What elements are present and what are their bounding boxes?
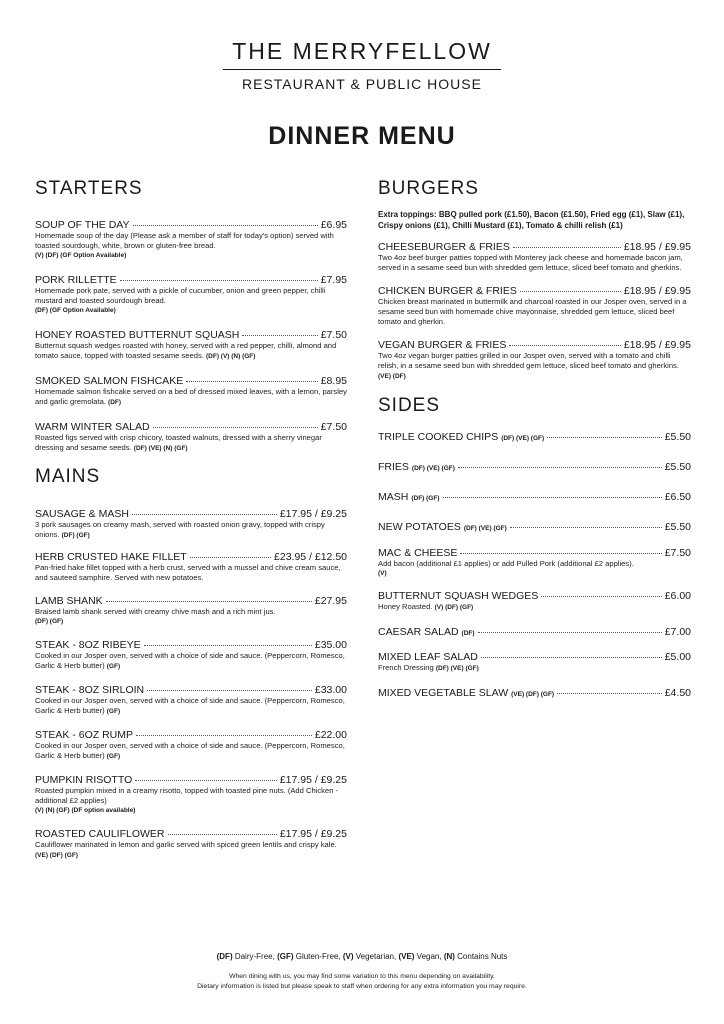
item-price: £7.50: [664, 547, 691, 559]
burgers-list: [378, 241, 691, 382]
menu-item-row: [35, 774, 347, 786]
menu-item: [378, 521, 691, 535]
item-dietary-tags: (V) (DF) (GF Option Available): [35, 252, 127, 259]
item-dietary-tags: (DF) (VE) (N) (GF): [133, 445, 188, 452]
item-price: £7.50: [320, 421, 347, 433]
item-name: FRIES: [378, 461, 409, 473]
dot-leader: [168, 834, 277, 835]
brand-header: [0, 38, 724, 92]
menu-item-row: [378, 687, 691, 701]
item-name: MIXED VEGETABLE SLAW: [378, 687, 509, 699]
dot-leader: [144, 645, 312, 646]
item-dietary-tags: (DF) (V) (N) (GF): [205, 353, 256, 360]
item-dietary-tags: (DF) (VE) (GF): [463, 525, 507, 532]
item-price: £7.00: [664, 626, 691, 638]
menu-item-row: [35, 508, 347, 520]
item-dietary-tags: (GF): [106, 753, 121, 760]
menu-item-row: [378, 491, 691, 505]
dot-leader: [541, 596, 661, 597]
menu-item-row: [378, 651, 691, 663]
item-name: WARM WINTER SALAD: [35, 421, 150, 433]
menu-item: [35, 421, 347, 454]
menu-item: [35, 828, 347, 861]
item-description: [378, 253, 691, 273]
legend-code: (GF): [277, 952, 294, 961]
menu-item: [35, 508, 347, 541]
menu-item-row: [378, 590, 691, 602]
item-price: £33.00: [314, 684, 347, 696]
menu-title: DINNER MENU: [268, 122, 456, 150]
item-name: STEAK - 8OZ RIBEYE: [35, 639, 141, 651]
item-description: [378, 351, 691, 382]
menu-item: [35, 774, 347, 816]
dot-leader: [458, 467, 662, 468]
dot-leader: [133, 225, 318, 226]
menu-item: [35, 729, 347, 762]
item-name: CHEESEBURGER & FRIES: [378, 241, 510, 253]
item-description-text: Two 4oz beef burger patties topped with Monterey jack cheese and homemade bacon jam, served in a sesame seed bun with shredded gem lettuce, sliced beef tomato and gherkins.: [378, 253, 683, 272]
item-price: £5.50: [664, 521, 691, 533]
item-dietary-tags: (GF): [106, 663, 121, 670]
menu-item: [35, 551, 347, 583]
menu-item: [378, 241, 691, 273]
menu-item: [378, 285, 691, 327]
item-name: TRIPLE COOKED CHIPS: [378, 431, 499, 443]
dot-leader: [478, 632, 662, 633]
item-description: [35, 231, 347, 251]
menu-item-row: [378, 461, 691, 475]
right-column: [378, 178, 691, 701]
dot-leader: [190, 557, 271, 558]
mains-list: [35, 508, 347, 861]
menu-item-row: [35, 828, 347, 840]
item-description: [35, 607, 347, 617]
item-price: £6.50: [664, 491, 691, 503]
menu-item-row: [35, 639, 347, 651]
item-name: BUTTERNUT SQUASH WEDGES: [378, 590, 539, 602]
menu-item-row: [378, 241, 691, 253]
item-dietary-tags: (DF) (VE) (GF): [411, 465, 455, 472]
left-column: [35, 178, 347, 861]
item-name: VEGAN BURGER & FRIES: [378, 339, 507, 351]
item-dietary-tags: (DF): [461, 630, 475, 637]
dot-leader: [443, 497, 662, 498]
item-description: [35, 433, 347, 454]
dot-leader: [186, 381, 318, 382]
dot-leader: [106, 601, 312, 602]
menu-item: [378, 491, 691, 505]
legend-code: (N): [443, 952, 455, 961]
menu-item-row: [35, 595, 347, 607]
item-price: £5.50: [664, 461, 691, 473]
item-description: [35, 786, 347, 806]
item-price: £22.00: [314, 729, 347, 741]
item-description: [35, 286, 347, 306]
legend-code: (VE): [398, 952, 415, 961]
item-dietary-tags: (VE) (DF) (GF): [35, 852, 78, 859]
legend-label: Gluten-Free,: [293, 952, 343, 961]
menu-item-row: [378, 521, 691, 535]
menu-item: [35, 639, 347, 672]
sides-list: [378, 431, 691, 701]
item-name: STEAK - 6OZ RUMP: [35, 729, 134, 741]
item-description-text: Braised lamb shank served with creamy chive mash and a rich mint jus.: [35, 607, 276, 616]
item-description: [378, 559, 691, 569]
item-description-text: Roasted pumpkin mixed in a creamy risotto, topped with toasted pine nuts. (Add Chicken - additional £2 applies): [35, 786, 339, 805]
item-name: MASH: [378, 491, 409, 503]
item-dietary-tags: (VE) (DF): [378, 373, 406, 380]
item-price: £17.95 / £9.25: [279, 508, 347, 520]
item-price: £5.00: [664, 651, 691, 663]
dot-leader: [509, 345, 620, 346]
menu-item: [378, 687, 691, 701]
dot-leader: [557, 693, 662, 694]
item-description-text: French Dressing: [378, 663, 434, 672]
item-description-text: Homemade soup of the day (Please ask a member of staff for today's option) served with toasted sourdough, white, brown or gluten-free bread.: [35, 231, 334, 250]
section-heading-starters: STARTERS: [35, 178, 143, 199]
item-description-text: Honey Roasted.: [378, 602, 433, 611]
dot-leader: [147, 690, 312, 691]
section-heading-mains: MAINS: [35, 466, 101, 487]
item-price: £17.95 / £9.25: [279, 774, 347, 786]
item-name: MAC & CHEESE: [378, 547, 458, 559]
dot-leader: [132, 514, 277, 515]
menu-item: [35, 684, 347, 717]
item-dietary-tags: (DF) (VE) (GF): [435, 665, 479, 672]
item-price: £23.95 / £12.50: [274, 551, 347, 563]
item-description: [35, 520, 347, 541]
item-description-text: Homemade salmon fishcake served on a bed of dressed mixed leaves, with a lemon, parsley and garlic gremolata.: [35, 387, 347, 406]
item-name: MIXED LEAF SALAD: [378, 651, 478, 663]
item-name: NEW POTATOES: [378, 521, 461, 533]
item-name: SMOKED SALMON FISHCAKE: [35, 375, 184, 387]
legend-code: (DF): [216, 952, 233, 961]
item-name: ROASTED CAULIFLOWER: [35, 828, 165, 840]
item-dietary-tags: (V) (DF) (GF): [434, 604, 474, 611]
dot-leader: [242, 335, 317, 336]
menu-item-row: [35, 329, 347, 341]
item-description-text: Roasted figs served with crisp chicory, toasted walnuts, dressed with a sherry vinegar dressing and sesame seeds.: [35, 433, 322, 452]
item-price: £18.95 / £9.95: [623, 339, 691, 351]
item-dietary-tags: (DF) (GF): [411, 495, 440, 502]
legend-label: Dairy-Free,: [232, 952, 278, 961]
item-description-text: Homemade pork pate, served with a pickle of cucumber, onion and green pepper, chilli mustard and toasted sourdough bread.: [35, 286, 326, 305]
item-price: £35.00: [314, 639, 347, 651]
menu-item-row: [35, 729, 347, 741]
item-name: STEAK - 8OZ SIRLOIN: [35, 684, 145, 696]
item-price: £17.95 / £9.25: [279, 828, 347, 840]
item-price: £7.50: [320, 329, 347, 341]
menu-item-row: [35, 421, 347, 433]
menu-item-row: [378, 626, 691, 640]
item-description: [35, 840, 347, 861]
menu-item-row: [378, 285, 691, 297]
item-price: £6.00: [664, 590, 691, 602]
dot-leader: [513, 247, 621, 248]
item-price: £4.50: [664, 687, 691, 699]
item-dietary-tags: (VE) (DF) (GF): [511, 691, 555, 698]
item-price: £8.95: [320, 375, 347, 387]
menu-item-row: [378, 547, 691, 559]
item-price: £18.95 / £9.95: [623, 241, 691, 253]
dot-leader: [547, 437, 662, 438]
item-dietary-tags: (DF) (GF): [35, 618, 64, 625]
item-name: PORK RILLETTE: [35, 274, 117, 286]
legend-label: Contains Nuts: [454, 952, 508, 961]
item-dietary-tags: (DF): [108, 399, 122, 406]
starters-list: [35, 219, 347, 454]
menu-item: [35, 329, 347, 362]
item-description-text: Chicken breast marinated in buttermilk and charcoal roasted in our Josper oven, served in a sesame seed bun with homemade chive mayonnaise, shredded gem lettuce, sliced beef tomato and gherkin.: [378, 297, 687, 326]
item-dietary-tags: (DF) (GF Option Available): [35, 307, 116, 314]
item-price: £18.95 / £9.95: [623, 285, 691, 297]
section-heading-burgers: BURGERS: [378, 178, 479, 199]
item-name: HERB CRUSTED HAKE FILLET: [35, 551, 187, 563]
restaurant-name: THE MERRYFELLOW: [232, 38, 492, 64]
item-dietary-tags: (V): [378, 570, 387, 577]
menu-item: [378, 339, 691, 382]
footer-line-2: Dietary information is listed but please speak to staff when ordering for any extra information you may require.: [197, 983, 527, 990]
legend-label: Vegetarian,: [353, 952, 399, 961]
item-description-text: Pan-fried hake fillet topped with a herb crust, served with a mussel and chive cream sauce, and sauteed samphire. Served with new potatoes.: [35, 563, 341, 582]
menu-item-row: [35, 274, 347, 286]
item-name: PUMPKIN RISOTTO: [35, 774, 133, 786]
dietary-legend: [0, 952, 724, 961]
menu-item-row: [35, 375, 347, 387]
item-description: [378, 297, 691, 327]
legend-label: Vegan,: [414, 952, 444, 961]
menu-item: [378, 461, 691, 475]
item-price: £27.95: [314, 595, 347, 607]
brand-divider: [223, 69, 501, 70]
menu-item: [378, 431, 691, 445]
menu-item-row: [378, 431, 691, 445]
item-description-text: Cooked in our Josper oven, served with a choice of side and sauce. (Peppercorn, Romesco, Garlic & Herb butter): [35, 696, 345, 715]
item-description-text: Cooked in our Josper oven, served with a choice of side and sauce. (Peppercorn, Romesco, Garlic & Herb butter): [35, 741, 345, 760]
dot-leader: [135, 780, 277, 781]
dot-leader: [520, 291, 621, 292]
item-price: £7.95: [320, 274, 347, 286]
restaurant-subtitle: RESTAURANT & PUBLIC HOUSE: [242, 76, 482, 92]
burger-extras-note: Extra toppings: BBQ pulled pork (£1.50), Bacon (£1.50), Fried egg (£1), Slaw (£1), Crispy onions (£1), Chilli Mustard (£1), Tomato & chilli relish (£1): [378, 210, 685, 230]
item-description-text: Two 4oz vegan burger patties grilled in our Josper oven, served with a tomato and chilli relish, in a sesame seed bun with shredded gem lettuce, sliced beef tomato and gherkins.: [378, 351, 679, 370]
dot-leader: [120, 280, 318, 281]
item-name: CAESAR SALAD: [378, 626, 459, 638]
item-price: £5.50: [664, 431, 691, 443]
item-description-text: 3 pork sausages on creamy mash, served with roasted onion gravy, topped with crispy onions.: [35, 520, 325, 539]
menu-item: [35, 375, 347, 408]
item-price: £6.95: [320, 219, 347, 231]
item-description: [35, 696, 347, 717]
item-name: CHICKEN BURGER & FRIES: [378, 285, 517, 297]
menu-item-row: [378, 339, 691, 351]
legend-items: [217, 952, 508, 961]
dot-leader: [136, 735, 312, 736]
item-description: [35, 387, 347, 408]
item-dietary-tags: (DF) (GF): [61, 532, 90, 539]
item-description: [35, 741, 347, 762]
footer-line-1: When dining with us, you may find some variation to this menu depending on availability.: [229, 973, 495, 980]
menu-item-row: [35, 551, 347, 563]
item-description-text: Add bacon (additional £1 applies) or add Pulled Pork (additional £2 applies).: [378, 559, 634, 568]
item-description-text: Cauliflower marinated in lemon and garlic served with spiced green lentils and crispy kale.: [35, 840, 337, 849]
item-name: LAMB SHANK: [35, 595, 103, 607]
menu-item: [35, 274, 347, 316]
menu-item: [378, 590, 691, 613]
item-description: [35, 563, 347, 583]
section-heading-sides: SIDES: [378, 395, 441, 416]
dot-leader: [460, 553, 661, 554]
menu-item: [378, 651, 691, 674]
menu-item: [378, 626, 691, 640]
footer-notes: [0, 972, 724, 992]
item-description: [35, 651, 347, 672]
menu-item-row: [35, 219, 347, 231]
dot-leader: [481, 657, 662, 658]
item-description: [378, 663, 691, 674]
item-description-text: Butternut squash wedges roasted with honey, served with a red pepper, chilli, almond and tomato sauce, topped with toasted sesame seeds.: [35, 341, 337, 360]
item-description: [378, 602, 691, 613]
item-name: HONEY ROASTED BUTTERNUT SQUASH: [35, 329, 240, 341]
item-name: SAUSAGE & MASH: [35, 508, 129, 520]
item-dietary-tags: (GF): [106, 708, 121, 715]
item-description: [35, 341, 347, 362]
menu-item-row: [35, 684, 347, 696]
menu-item: [35, 595, 347, 627]
menu-item: [378, 547, 691, 579]
dot-leader: [153, 427, 318, 428]
item-description-text: Cooked in our Josper oven, served with a choice of side and sauce. (Peppercorn, Romesco, Garlic & Herb butter): [35, 651, 345, 670]
menu-item: [35, 219, 347, 261]
legend-code: (V): [342, 952, 354, 961]
item-dietary-tags: (DF) (VE) (GF): [501, 435, 545, 442]
item-dietary-tags: (V) (N) (GF) (DF option available): [35, 807, 136, 814]
item-name: SOUP OF THE DAY: [35, 219, 130, 231]
dot-leader: [510, 527, 662, 528]
